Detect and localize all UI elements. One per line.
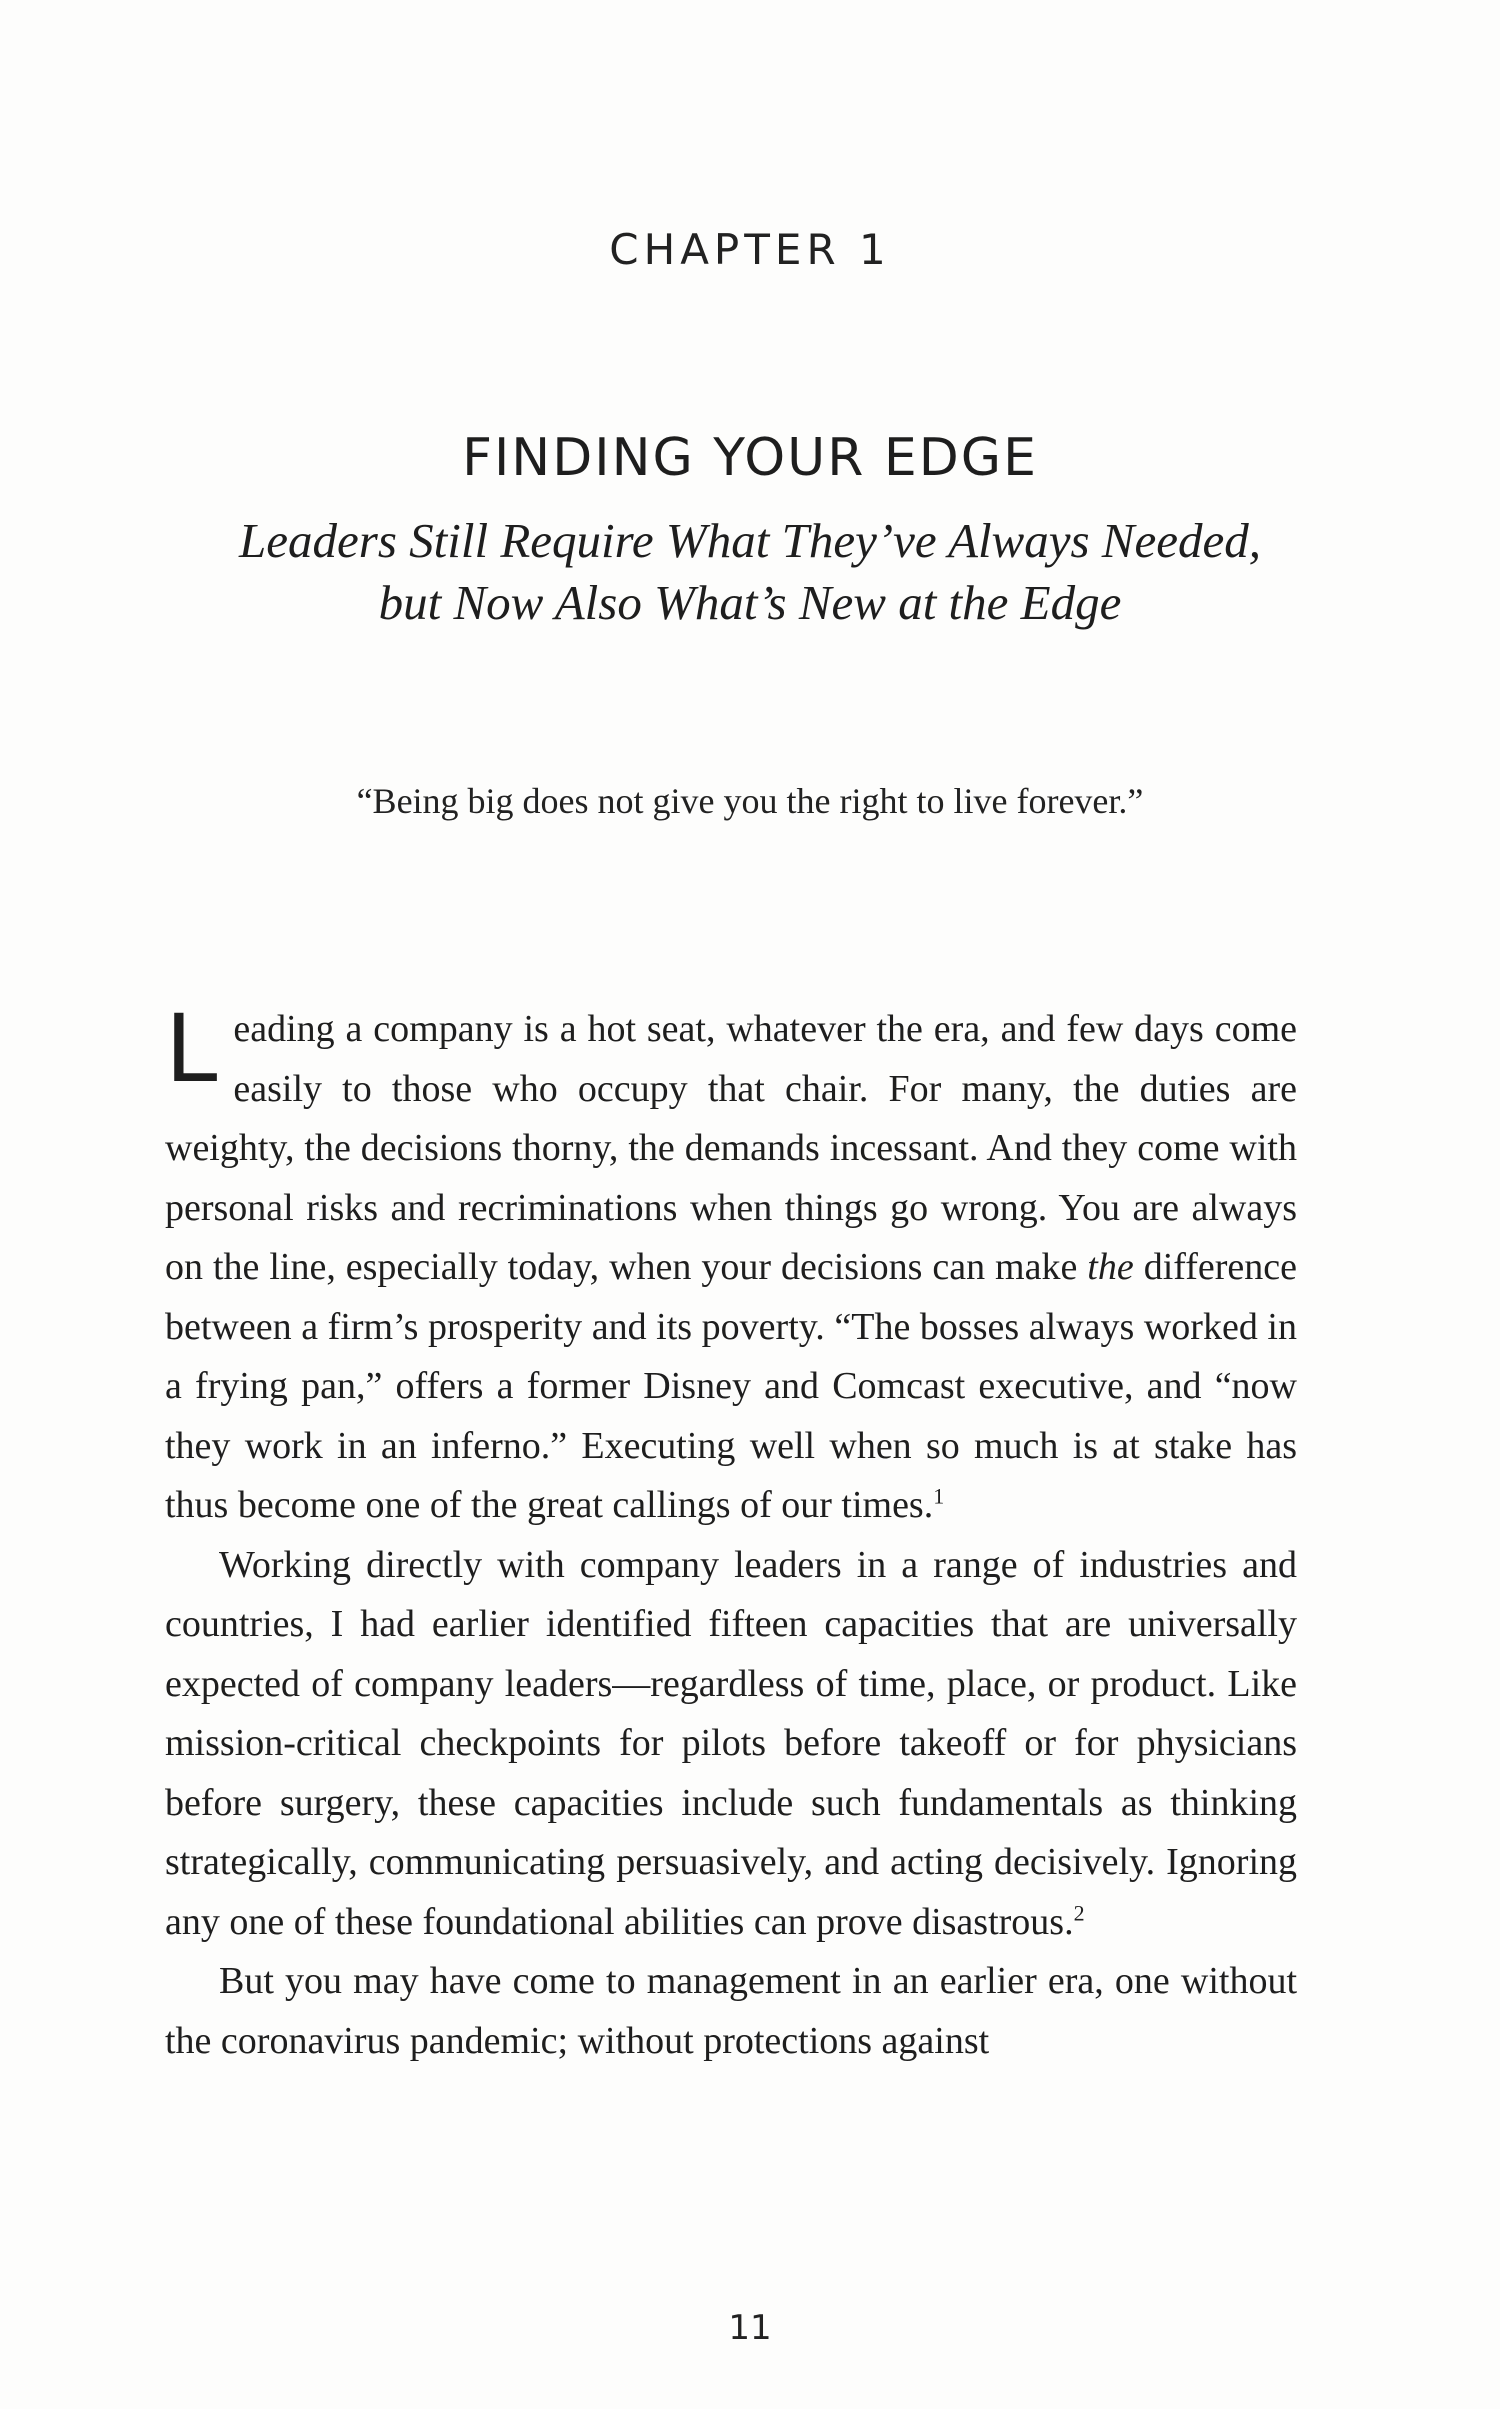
drop-cap: L xyxy=(165,995,218,1104)
chapter-label: CHAPTER 1 xyxy=(609,225,891,274)
paragraph-3-text: But you may have come to management in an earlier era, one without the coronavirus pandemic; without protections against xyxy=(165,1960,1297,2062)
chapter-title: FINDING YOUR EDGE xyxy=(462,428,1038,488)
page-number: 11 xyxy=(728,2308,772,2348)
paragraph-1 xyxy=(165,995,1297,1536)
body-text xyxy=(165,995,1297,2071)
paragraph-2 xyxy=(165,1536,1297,1953)
paragraph-1-text-a: eading a company is a hot seat, whatever the era, and few days come easily to those who occupy that chair. For many, the duties are weighty, the decisions thorny, the demands incessant. And they come with personal risks and recriminations when things go wrong. You are always on the line, especially today, when your decisions can make xyxy=(165,1008,1297,1288)
paragraph-3 xyxy=(165,1952,1297,2071)
footnote-marker-1: 1 xyxy=(933,1483,945,1509)
chapter-subtitle xyxy=(0,510,1500,634)
epigraph: “Being big does not give you the right to live forever.” xyxy=(356,781,1144,821)
subtitle-line-2: but Now Also What’s New at the Edge xyxy=(378,575,1122,630)
footnote-marker-2: 2 xyxy=(1073,1899,1085,1925)
paragraph-1-emphasis: the xyxy=(1087,1246,1134,1288)
paragraph-2-text: Working directly with company leaders in a range of industries and countries, I had earlier identified fifteen capacities that are universally expected of company leaders—regardless of time, place, or product. Like mission-critical checkpoints for pilots before takeoff or for physicians before surgery, these capacities include such fundamentals as thinking strategically, communicating persuasively, and acting decisively. Ignoring any one of these foundational abilities can prove disastrous. xyxy=(165,1543,1297,1943)
paragraph-1-text-b: difference between a firm’s prosperity and its poverty. “The bosses always worked in a frying pan,” offers a former Disney and Comcast executive, and “now they work in an inferno.” Executing well when so much is at stake has thus become one of the great callings of our times. xyxy=(165,1246,1297,1526)
subtitle-line-1: Leaders Still Require What They’ve Always Needed, xyxy=(239,513,1261,568)
